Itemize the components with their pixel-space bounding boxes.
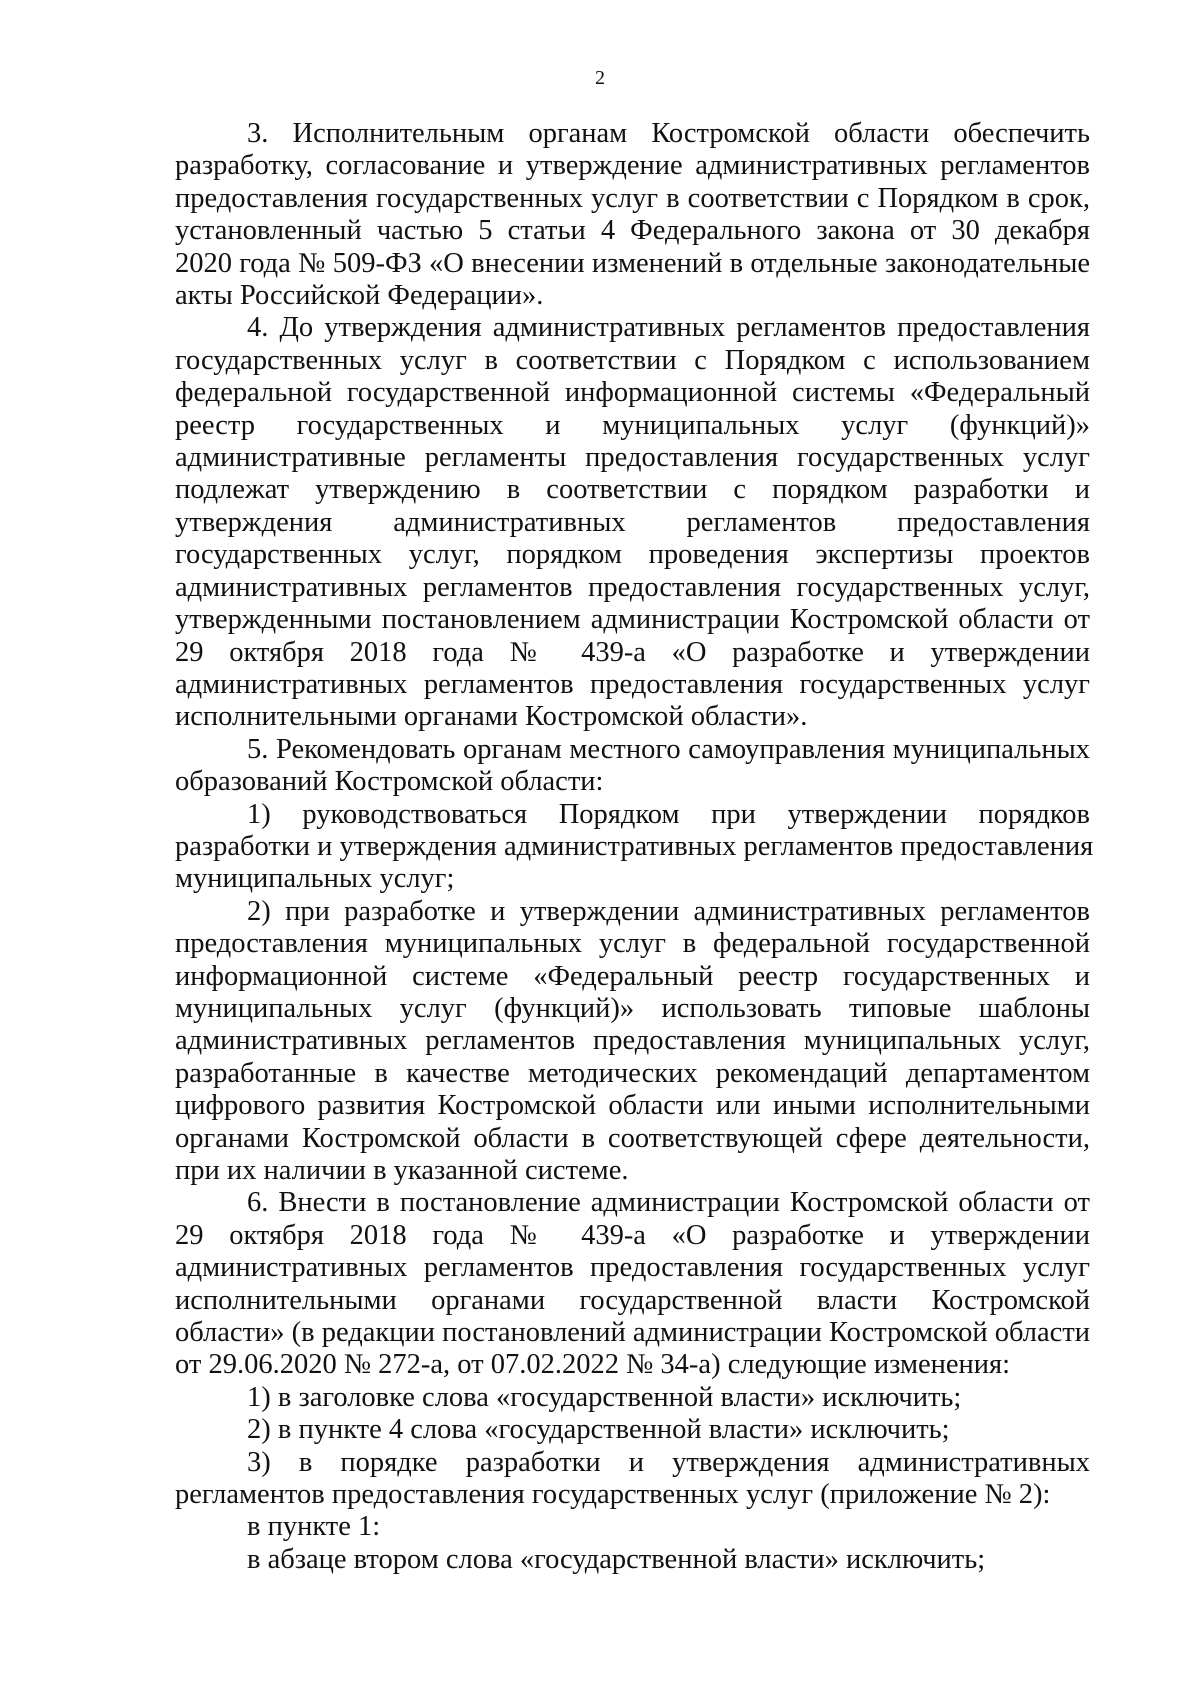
text-line: 2) при разработке и утверждении административных регламентов (247, 895, 1090, 927)
text-line: 1) в заголовке слова «государственной власти» исключить; (247, 1381, 962, 1413)
text-line: 5. Рекомендовать органам местного самоуправления муниципальных (247, 733, 1090, 765)
text-line: области» (в редакции постановлений администрации Костромской области (175, 1317, 1090, 1349)
text-line: установленный частью 5 статьи 4 Федерального закона от 30 декабря (175, 215, 1090, 247)
text-line: предоставления муниципальных услуг в федеральной государственной (175, 928, 1090, 960)
text-line: 6. Внести в постановление администрации Костромской области от (247, 1187, 1090, 1219)
text-line: 2) в пункте 4 слова «государственной власти» исключить; (247, 1414, 950, 1446)
text-line: разработки и утверждения административных регламентов предоставления (175, 830, 1094, 862)
text-line: государственных услуг, порядком проведения экспертизы проектов (175, 539, 1090, 571)
text-line: информационной системе «Федеральный реестр государственных и (175, 960, 1090, 992)
text-line: органами Костромской области в соответствующей сфере деятельности, (175, 1122, 1090, 1154)
paragraph (175, 798, 1094, 896)
text-line: административных регламентов предоставления муниципальных услуг, (175, 1025, 1090, 1057)
text-line: при их наличии в указанной системе. (175, 1155, 629, 1186)
text-line: утверждения административных регламентов предоставления (175, 506, 1090, 538)
text-line: предоставления государственных услуг в соответствии с Порядком в срок, (175, 182, 1090, 214)
text-line: муниципальных услуг (функций)» использовать типовые шаблоны (175, 992, 1090, 1024)
paragraph (175, 1382, 1090, 1414)
text-line: административных регламентов предоставления государственных услуг (175, 1252, 1090, 1284)
text-line: 1) руководствоваться Порядком при утверждении порядков (247, 798, 1090, 830)
text-line: разработанные в качестве методических рекомендаций департаментом (175, 1057, 1090, 1089)
paragraph (175, 1187, 1090, 1381)
paragraph (175, 1414, 1090, 1446)
text-line: 3) в порядке разработки и утверждения административных (247, 1446, 1090, 1478)
text-line: муниципальных услуг; (175, 863, 455, 895)
text-line: административные регламенты предоставления государственных услуг (175, 442, 1090, 474)
paragraph (175, 896, 1090, 1188)
text-line: 2020 года № 509-ФЗ «О внесении изменений в отдельные законодательные (175, 247, 1090, 279)
text-line: в пункте 1: (247, 1511, 381, 1543)
text-line: административных регламентов предоставления государственных услуг (175, 668, 1090, 700)
text-line: государственных услуг в соответствии с Порядком с использованием (175, 344, 1090, 376)
text-line: утвержденными постановлением администрации Костромской области от (175, 604, 1090, 636)
text-line: образований Костромской области: (175, 766, 604, 798)
text-line: регламентов предоставления государственных услуг (приложение № 2): (175, 1479, 1051, 1511)
paragraph (175, 1544, 1090, 1576)
text-line: исполнительными органами государственной власти Костромской (175, 1284, 1090, 1316)
paragraph (175, 1447, 1090, 1512)
text-line: 29 октября 2018 года № 439-а «О разработке и утверждении (175, 1219, 1090, 1251)
text-line: 29 октября 2018 года № 439-а «О разработке и утверждении (175, 636, 1090, 668)
paragraph (175, 118, 1090, 312)
text-line: подлежат утверждению в соответствии с порядком разработки и (175, 474, 1090, 506)
paragraph (175, 734, 1090, 799)
text-line: реестр государственных и муниципальных услуг (функций)» (175, 409, 1090, 441)
page-number: 2 (595, 67, 605, 89)
paragraph (175, 1511, 1090, 1543)
text-line: акты Российской Федерации». (175, 280, 544, 312)
paragraph (175, 312, 1090, 733)
text-line: в абзаце втором слова «государственной власти» исключить; (247, 1543, 986, 1575)
text-line: административных регламентов предоставления государственных услуг, (175, 571, 1090, 603)
text-line: 3. Исполнительным органам Костромской области обеспечить (247, 118, 1090, 149)
text-line: 4. До утверждения административных регламентов предоставления (247, 312, 1090, 344)
document-body (175, 118, 1094, 1576)
text-line: исполнительными органами Костромской области». (175, 701, 808, 733)
text-line: от 29.06.2020 № 272-а, от 07.02.2022 № 34-а) следующие изменения: (175, 1349, 1011, 1381)
text-line: разработку, согласование и утверждение административных регламентов (175, 150, 1090, 182)
text-line: федеральной государственной информационной системы «Федеральный (175, 377, 1090, 409)
text-line: цифрового развития Костромской области или иными исполнительными (175, 1090, 1090, 1122)
